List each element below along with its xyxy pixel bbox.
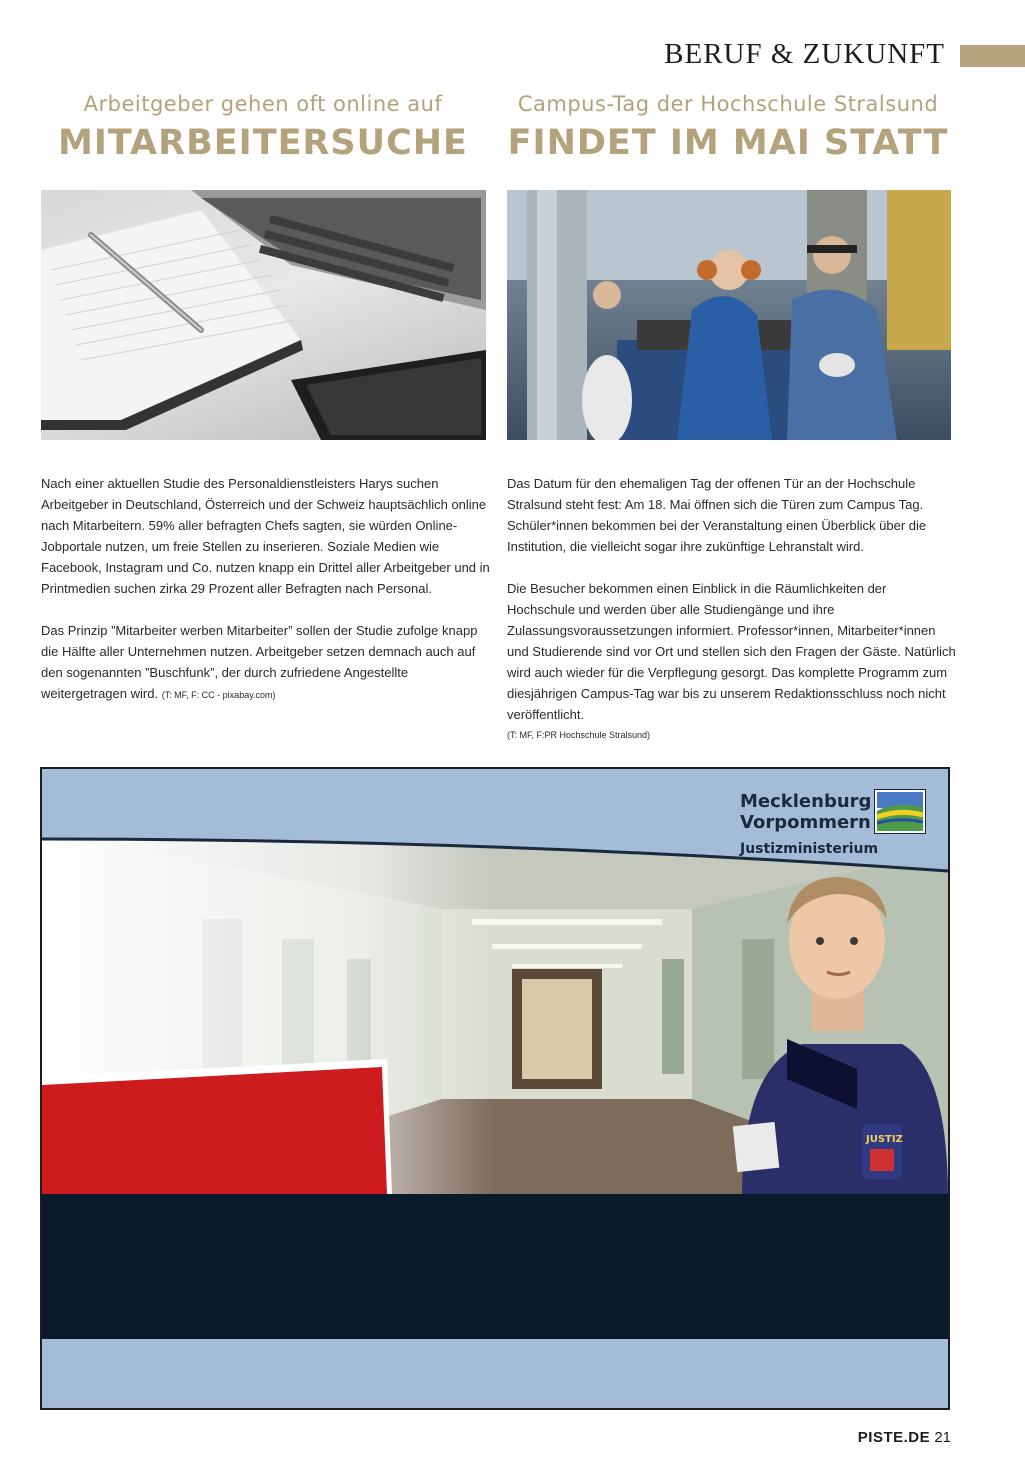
right-article-headline: FINDET IM MAI STATT bbox=[507, 123, 949, 163]
left-article-credit: (T: MF, F: CC - pixabay.com) bbox=[161, 690, 276, 700]
dark-band bbox=[42, 1194, 948, 1339]
footer-brand: PISTE.DE bbox=[857, 1429, 931, 1446]
right-article-credit: (T: MF, F:PR Hochschule Stralsund) bbox=[507, 730, 651, 740]
section-label: BERUF & ZUKUNFT bbox=[664, 38, 945, 70]
left-article-headline: MITARBEITERSUCHE bbox=[58, 123, 468, 163]
page-footer bbox=[858, 1429, 951, 1446]
logo-line-mecklenburg: Mecklenburg bbox=[740, 791, 872, 812]
justiz-badge-text: JUSTIZ bbox=[866, 1134, 903, 1145]
right-article-paragraph: Die Besucher bekommen einen Einblick in die Räumlichkeiten der Hochschule und werden über alle Studiengänge und ihre Zulassungsvoraussetzungen informiert. Professor*innen, Mitarbeiter*innen und Studierende sind vor Ort und stellen sich den Fragen der Gäste. Natürlich wird auch wieder für die Verpflegung gesorgt. Das komplette Programm zum diesjährigen Campus-Tag war bis zu unserem Redaktionsschluss noch nicht veröffentlicht. bbox=[507, 581, 956, 722]
left-article-body bbox=[41, 473, 491, 727]
right-article-body bbox=[507, 473, 957, 746]
section-accent-bar bbox=[960, 45, 1025, 67]
logo-line-vorpommern: Vorpommern bbox=[740, 812, 871, 833]
ministry-logo bbox=[740, 791, 878, 857]
right-article-header bbox=[498, 92, 958, 163]
bottom-band bbox=[42, 1339, 948, 1410]
notebook-laptop-photo bbox=[41, 190, 486, 440]
workshop-photo bbox=[507, 190, 951, 440]
justice-ministry-advertisement bbox=[40, 767, 950, 1410]
left-article-paragraph: Nach einer aktuellen Studie des Personaldienstleisters Harys suchen Arbeitgeber in Deutschland, Österreich und der Schweiz hauptsächlich online nach Mitarbeitern. 59% aller befragten Chefs sagten, sie würden Online-Jobportale nutzen, um freie Stellen zu inserieren. Soziale Medien wie Facebook, Instagram und Co. nutzen knapp ein Drittel aller Arbeitgeber und in Printmedien suchen zirka 29 Prozent aller Befragten nach Personal. bbox=[41, 476, 490, 596]
page-number: 21 bbox=[934, 1429, 951, 1446]
right-article-paragraph: Das Datum für den ehemaligen Tag der offenen Tür an der Hochschule Stralsund steht fest: Am 18. Mai öffnen sich die Türen zum Campus Tag. Schüler*innen bekommen bei der Veranstaltung einen Überblick über die Institution, die vielleicht sogar ihre zukünftige Lehranstalt wird. bbox=[507, 476, 927, 554]
right-article-kicker: Campus-Tag der Hochschule Stralsund bbox=[517, 92, 939, 116]
left-article-paragraph: Das Prinzip ”Mitarbeiter werben Mitarbeiter” sollen der Studie zufolge knapp die Hälfte aller Unternehmen nutzen. Arbeitgeber setzen demnach auch auf den sogenannten ”Buschfunk”, der durch zufriedene Angestellte weitergetragen wird. bbox=[41, 623, 478, 701]
left-article-kicker: Arbeitgeber gehen oft online auf bbox=[83, 92, 443, 116]
logo-line-justizministerium: Justizministerium bbox=[740, 841, 879, 857]
state-flag-icon bbox=[874, 789, 926, 834]
left-article-header bbox=[33, 92, 493, 163]
